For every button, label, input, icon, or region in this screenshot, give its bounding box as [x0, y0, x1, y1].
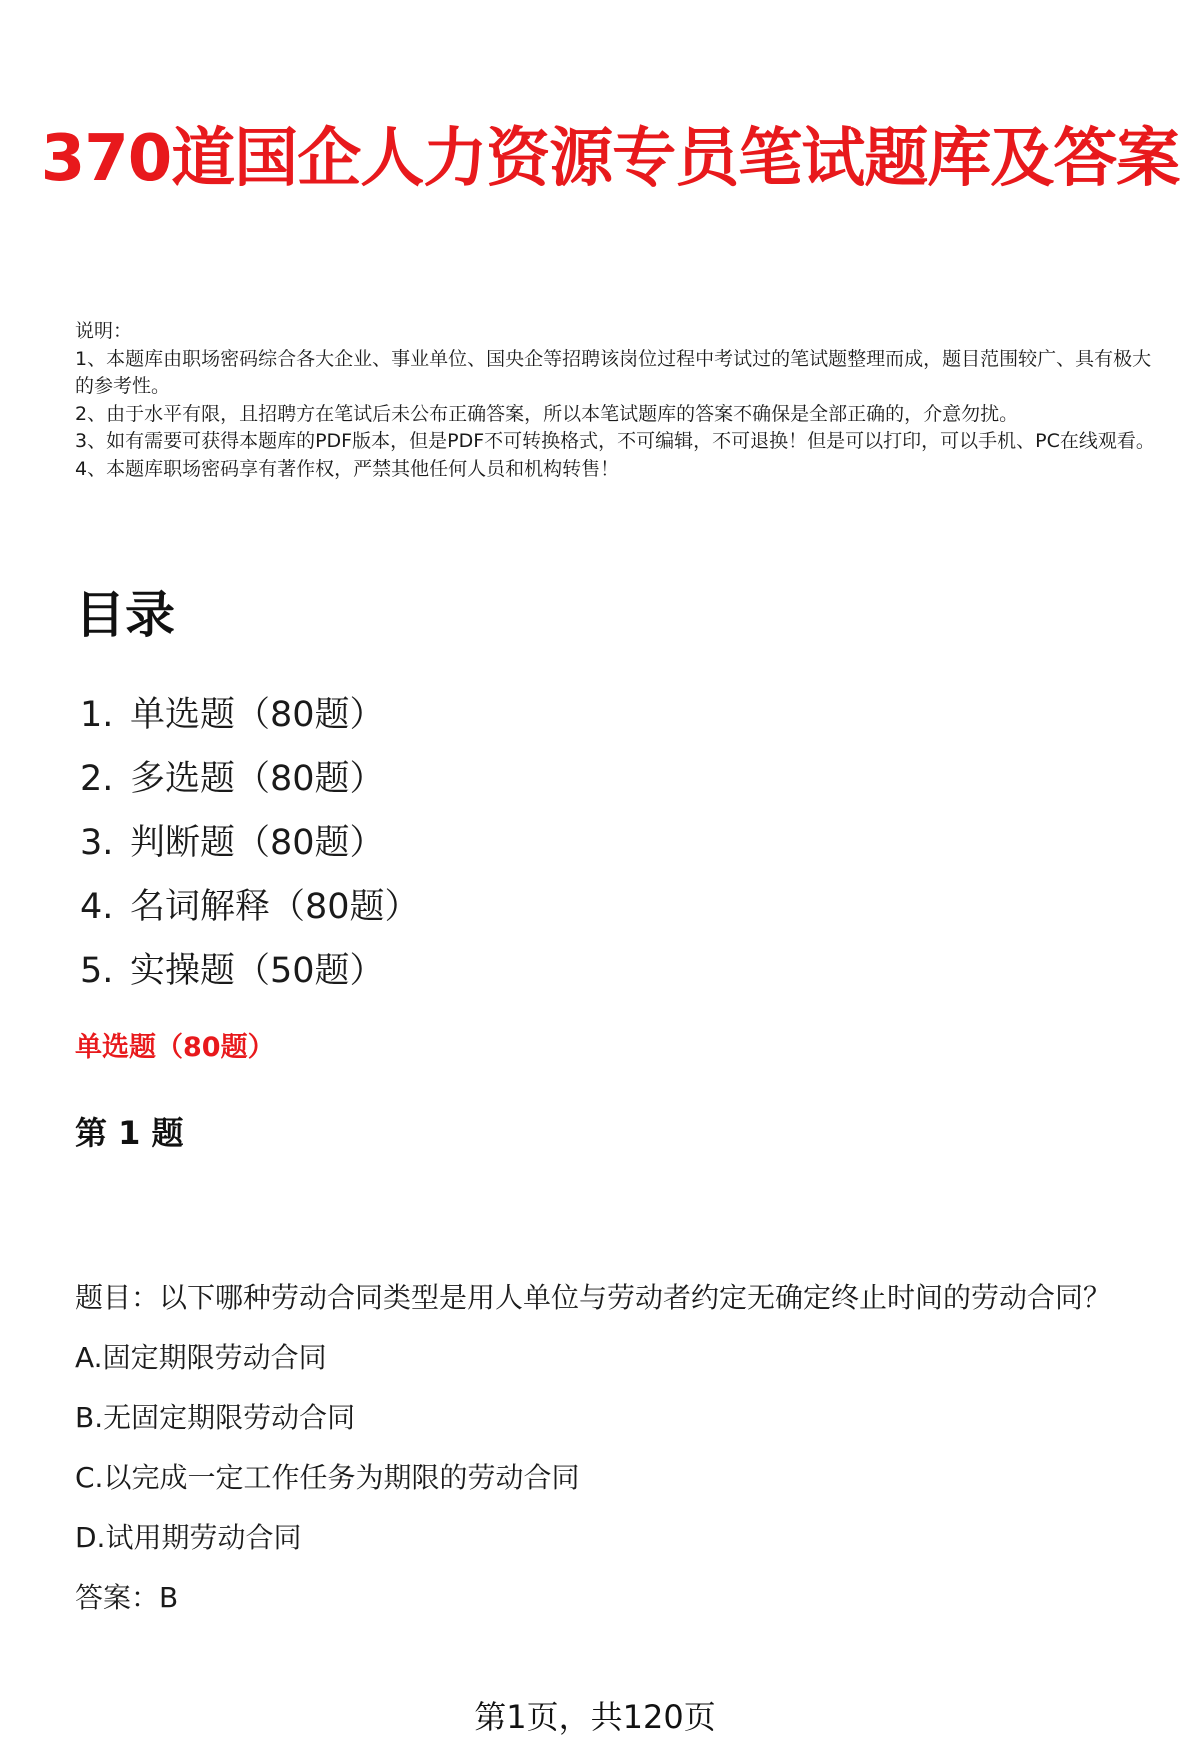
document-title: 370道国企人力资源专员笔试题库及答案: [40, 122, 1180, 196]
toc-item-number: 1.: [80, 695, 114, 735]
toc-heading: 目录: [75, 586, 175, 644]
toc-item-number: 4.: [80, 887, 114, 927]
toc-item-label: 实操题（50题）: [130, 951, 385, 991]
option-c: C.以完成一定工作任务为期限的劳动合同: [75, 1461, 580, 1494]
toc-item[interactable]: [80, 683, 420, 747]
question-number: 第 1 题: [75, 1114, 184, 1152]
section-heading: 单选题（80题）: [75, 1032, 275, 1063]
question-block: [75, 1268, 1135, 1628]
toc-item-label: 单选题（80题）: [130, 695, 385, 735]
toc-item-label: 多选题（80题）: [130, 759, 385, 799]
instructions-label: 说明：: [75, 320, 133, 342]
page-footer: 第1页，共120页: [474, 1698, 716, 1736]
toc-item[interactable]: [80, 875, 420, 939]
toc-item-label: 判断题（80题）: [130, 823, 385, 863]
toc-item[interactable]: [80, 811, 420, 875]
instruction-item: 4、本题库职场密码享有著作权，严禁其他任何人员和机构转售！: [75, 457, 620, 480]
instruction-item: 1、本题库由职场密码综合各大企业、事业单位、国央企等招聘该岗位过程中考试过的笔试题整理而成，题目范围较广、具有极大的参考性。: [75, 347, 1152, 397]
option-d: D.试用期劳动合同: [75, 1521, 302, 1554]
toc-item-number: 5.: [80, 951, 114, 991]
toc-item-number: 2.: [80, 759, 114, 799]
instruction-item: 3、如有需要可获得本题库的PDF版本，但是PDF不可转换格式，不可编辑，不可退换！但是可以打印，可以手机、PC在线观看。: [75, 430, 1155, 452]
toc-item[interactable]: [80, 747, 420, 811]
answer: 答案：B: [75, 1581, 179, 1614]
toc-item[interactable]: [80, 939, 420, 1003]
instruction-item: 2、由于水平有限，且招聘方在笔试后未公布正确答案，所以本笔试题库的答案不确保是全部正确的，介意勿扰。: [75, 402, 1019, 425]
question-stem: 题目：以下哪种劳动合同类型是用人单位与劳动者约定无确定终止时间的劳动合同？: [75, 1281, 1112, 1314]
option-a: A.固定期限劳动合同: [75, 1341, 327, 1374]
toc-item-number: 3.: [80, 823, 114, 863]
option-b: B.无固定期限劳动合同: [75, 1401, 356, 1434]
toc-list: [80, 683, 420, 1003]
toc-item-label: 名词解释（80题）: [130, 887, 420, 927]
instructions-block: [75, 318, 1155, 483]
